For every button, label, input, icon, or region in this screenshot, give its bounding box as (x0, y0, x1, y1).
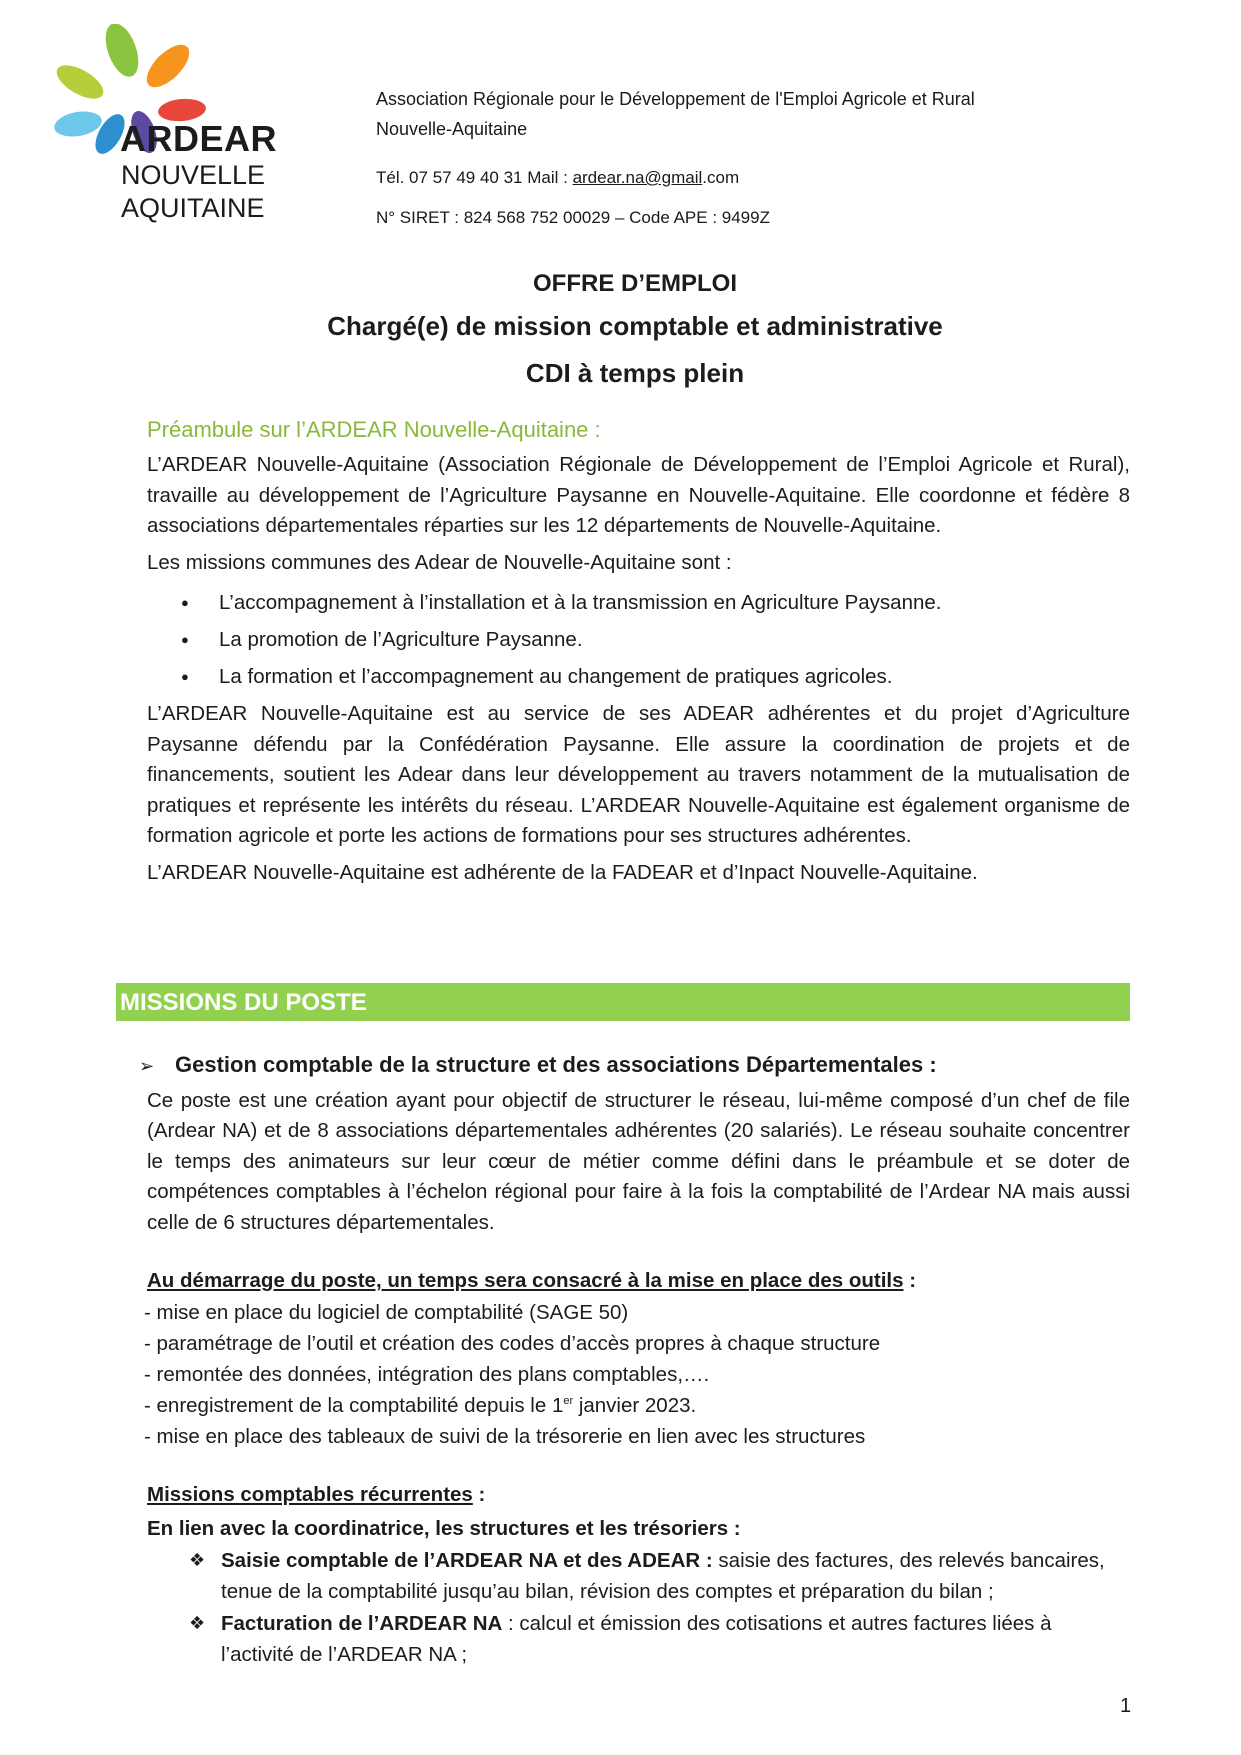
organization-name (376, 84, 1196, 144)
section-title-missions: MISSIONS DU POSTE (116, 983, 1130, 1021)
email-suffix: .com (702, 168, 740, 187)
item-bold: Facturation de l’ARDEAR NA (221, 1611, 503, 1635)
item-text: saisie des factures, des relevés bancaires, tenue de la comptabilité jusqu’au bilan, révision des comptes et préparation du bilan ; (221, 1548, 1105, 1603)
preamble-paragraph-1: L’ARDEAR Nouvelle-Aquitaine (Association Régionale de Développement de l’Emploi Agricole et Rural), travaille au développement de l’Agriculture Paysanne en Nouvelle-Aquitaine. Elle coordonne et fédère 8 associations départementales réparties sur les 12 départements de Nouvelle-Aquitaine. (147, 453, 1130, 537)
missions-section (139, 1050, 1130, 1671)
list-item-text: janvier 2023. (573, 1393, 697, 1417)
email-link[interactable]: ardear.na@gmail (572, 168, 703, 187)
job-title: Chargé(e) de mission comptable et administrative (327, 311, 943, 341)
job-title-block (0, 265, 1241, 397)
contract-type: CDI à temps plein (525, 358, 745, 388)
logo-subtitle-line1: NOUVELLE (121, 160, 266, 190)
preamble-paragraph-4: L’ARDEAR Nouvelle-Aquitaine est adhérente de la FADEAR et d’Inpact Nouvelle-Aquitaine. (147, 860, 978, 884)
startup-heading-colon: : (903, 1269, 917, 1292)
organization-line1: Association Régionale pour le Développement de l'Emploi Agricole et Rural (376, 89, 975, 109)
organization-line2: Nouvelle-Aquitaine (376, 119, 528, 139)
list-item: - mise en place du logiciel de comptabilité (SAGE 50) (144, 1300, 629, 1324)
list-item: - paramétrage de l’outil et création des codes d’accès propres à chaque structure (144, 1331, 881, 1355)
page-number: 1 (1120, 1695, 1132, 1717)
preamble-heading: Préambule sur l’ARDEAR Nouvelle-Aquitaine : (147, 417, 601, 442)
liaison-line: En lien avec la coordinatrice, les structures et les trésoriers : (147, 1517, 741, 1540)
list-item (144, 1390, 1130, 1421)
list-item: ● L’accompagnement à l’installation et à la transmission en Agriculture Paysanne. (219, 584, 1130, 621)
startup-heading-text: Au démarrage du poste, un temps sera consacré à la mise en place des outils (147, 1269, 904, 1292)
logo-subtitle-line2: AQUITAINE (121, 193, 265, 223)
preamble-section (147, 414, 1130, 888)
recurring-missions-list (189, 1545, 1130, 1670)
list-item (189, 1608, 1130, 1670)
mission-intro: Ce poste est une création ayant pour objectif de structurer le réseau, lui-même composé d’un chef de file (Ardear NA) et de 8 associations départementales adhérentes (20 salariés). Le réseau souhaite concentrer le temps des animateurs sur leur cœur de métier comme défini dans le préambule et se doter de compétences comptables à l’échelon régional pour faire à la fois la comptabilité de l’Ardear NA mais aussi celle de 6 structures départementales. (147, 1088, 1130, 1234)
logo-name: ARDEAR (120, 118, 278, 159)
contact-line (376, 168, 739, 188)
mission-heading (139, 1050, 1130, 1082)
recurring-heading-text: Missions comptables récurrentes (147, 1482, 473, 1506)
recurring-heading (147, 1480, 1130, 1511)
missions-bullet-list (219, 584, 1130, 695)
list-item-text: - enregistrement de la comptabilité depuis le 1 (144, 1393, 564, 1417)
startup-heading (147, 1266, 1130, 1297)
list-item: ● La formation et l’accompagnement au changement de pratiques agricoles. (219, 658, 1130, 695)
contact-phone: Tél. 07 57 49 40 31 Mail : (376, 168, 573, 187)
recurring-heading-colon: : (472, 1482, 486, 1506)
arrow-bullet-icon: ➢ (139, 1056, 155, 1076)
list-item (189, 1545, 1130, 1607)
list-item: ● La promotion de l’Agriculture Paysanne. (219, 621, 1130, 658)
siret-line: N° SIRET : 824 568 752 00029 – Code APE : 9499Z (376, 208, 770, 227)
preamble-paragraph-2: Les missions communes des Adear de Nouvelle-Aquitaine sont : (147, 550, 732, 574)
offer-heading: OFFRE D’EMPLOI (533, 270, 737, 297)
superscript: er (563, 1394, 574, 1407)
item-text: : calcul et émission des cotisations et autres factures liées à l’activité de l’ARDEAR NA ; (221, 1611, 1052, 1666)
list-item: - mise en place des tableaux de suivi de la trésorerie en lien avec les structures (144, 1424, 866, 1448)
list-item: - remontée des données, intégration des plans comptables,…. (144, 1362, 710, 1386)
item-bold: Saisie comptable de l’ARDEAR NA et des ADEAR : (221, 1548, 713, 1572)
startup-list (144, 1297, 1130, 1452)
mission-heading-text: Gestion comptable de la structure et des associations Départementales : (175, 1052, 937, 1077)
preamble-paragraph-3: L’ARDEAR Nouvelle-Aquitaine est au service de ses ADEAR adhérentes et du projet d’Agriculture Paysanne défendu par la Confédération Paysanne. Elle assure la coordination de projets et de financements, soutient les Adear dans leur développement au travers notamment de la mutualisation de pratiques et représente les intérêts du réseau. L’ARDEAR Nouvelle-Aquitaine est également organisme de formation agricole et porte les actions de formations pour ses structures adhérentes. (147, 702, 1130, 847)
